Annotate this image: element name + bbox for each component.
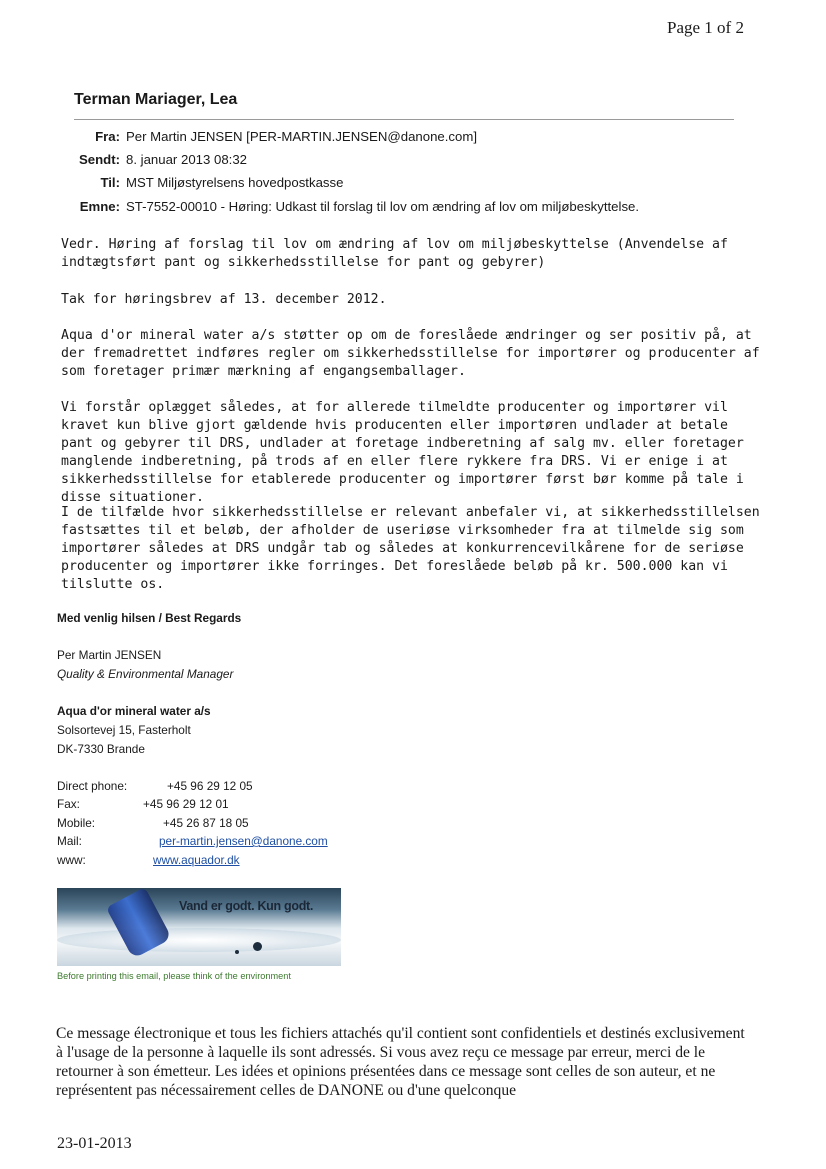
body-paragraph: I de tilfælde hvor sikkerhedsstillelse er relevant anbefaler vi, at sikkerhedsstillelsen fastsættes til et beløb, der afholder de useriøse virksomheder fra at tilmelde sig som importører således at DRS undgår tab og således at konkurrencevilkårene for de seriøse producenter og importører ikke forringes. Det foreslåede beløb på kr. 500.000 kan vi tilslutte os.	[61, 505, 760, 592]
sent-value: 8. januar 2013 08:32	[126, 152, 247, 167]
mail-label: Mail:	[57, 834, 82, 848]
legal-disclaimer: Ce message électronique et tous les fichiers attachés qu'il contient sont confidentiels et destinés exclusivement à l'usage de la personne à laquelle ils sont adressés. Si vous avez reçu ce message par erreur, merci de le retourner à son émetteur. Les idées et opinions présentées dans ce message sont celles de son auteur, et ne représentent pas nécessairement celles de DANONE ou d'une quelconque	[56, 1025, 745, 1099]
signature-city: DK-7330 Brande	[57, 742, 145, 756]
contact-mobile-row	[57, 816, 249, 830]
fax-date-stamp: 23-01-2013	[57, 1135, 132, 1152]
contact-phone-row	[57, 779, 253, 793]
header-sent-row	[74, 152, 247, 167]
phone-value: +45 96 29 12 05	[167, 779, 253, 793]
sent-label: Sendt:	[78, 152, 120, 167]
body-paragraph: Aqua d'or mineral water a/s støtter op om de foreslåede ændringer og ser positiv på, at der fremadrettet indføres regler om sikkerhedsstillelse for importører og producenter af som foretager primær mærkning af engangsemballager.	[61, 328, 760, 379]
body-paragraph: Tak for høringsbrev af 13. december 2012.	[61, 292, 387, 307]
banner-slogan: Vand er godt. Kun godt.	[179, 899, 314, 913]
water-splash-graphic	[57, 928, 341, 952]
mobile-value: +45 26 87 18 05	[163, 816, 249, 830]
sender-display-name: Terman Mariager, Lea	[74, 91, 238, 108]
signature-name: Per Martin JENSEN	[57, 648, 162, 662]
signature-title: Quality & Environmental Manager	[57, 667, 234, 681]
from-label: Fra:	[95, 129, 120, 144]
water-drop-icon	[253, 942, 262, 951]
www-label: www:	[57, 853, 86, 867]
from-value: Per Martin JENSEN [PER-MARTIN.JENSEN@danone.com]	[126, 129, 477, 144]
contact-mail-row	[57, 834, 328, 848]
contact-fax-row	[57, 797, 229, 811]
signature-greeting: Med venlig hilsen / Best Regards	[57, 611, 242, 625]
website-link[interactable]: www.aquador.dk	[153, 853, 240, 867]
header-to-row	[74, 175, 343, 190]
to-value: MST Miljøstyrelsens hovedpostkasse	[126, 175, 344, 190]
header-from-row	[74, 129, 477, 144]
header-subject-row	[74, 199, 639, 214]
body-paragraph: Vedr. Høring af forslag til lov om ændring af lov om miljøbeskyttelse (Anvendelse af indtægtsført pant og sikkerhedsstillelse for pant og gebyrer)	[61, 237, 728, 270]
page-number: Page 1 of 2	[667, 18, 744, 37]
phone-label: Direct phone:	[57, 779, 128, 793]
mail-link[interactable]: per-martin.jensen@danone.com	[159, 834, 328, 848]
to-label: Til:	[100, 175, 120, 190]
water-drop-icon	[235, 950, 239, 954]
environment-note: Before printing this email, please think of the environment	[57, 971, 291, 981]
subject-label: Emne:	[79, 199, 120, 214]
body-paragraph: Vi forstår oplægget således, at for allerede tilmeldte producenter og importører vil kravet kun blive gjort gældende hvis producenten eller importøren undlader at betale pant og gebyrer til DRS, undlader at foretage indberetning af salg mv. eller foretager manglende indberetning, på trods af en eller flere rykkere fra DRS. Vi er enige i at sikkerhedsstillelse for etablerede producenter og importører først bør komme på tale i disse situationer.	[61, 400, 744, 505]
mobile-label: Mobile:	[57, 816, 96, 830]
fax-label: Fax:	[57, 797, 80, 811]
signature-street: Solsortevej 15, Fasterholt	[57, 723, 191, 737]
aquador-banner-image	[57, 888, 341, 966]
header-divider	[74, 119, 734, 120]
fax-value: +45 96 29 12 01	[143, 797, 229, 811]
contact-www-row	[57, 853, 240, 867]
subject-value: ST-7552-00010 - Høring: Udkast til forslag til lov om ændring af lov om miljøbeskyttelse.	[126, 199, 640, 214]
signature-company: Aqua d'or mineral water a/s	[57, 704, 211, 718]
